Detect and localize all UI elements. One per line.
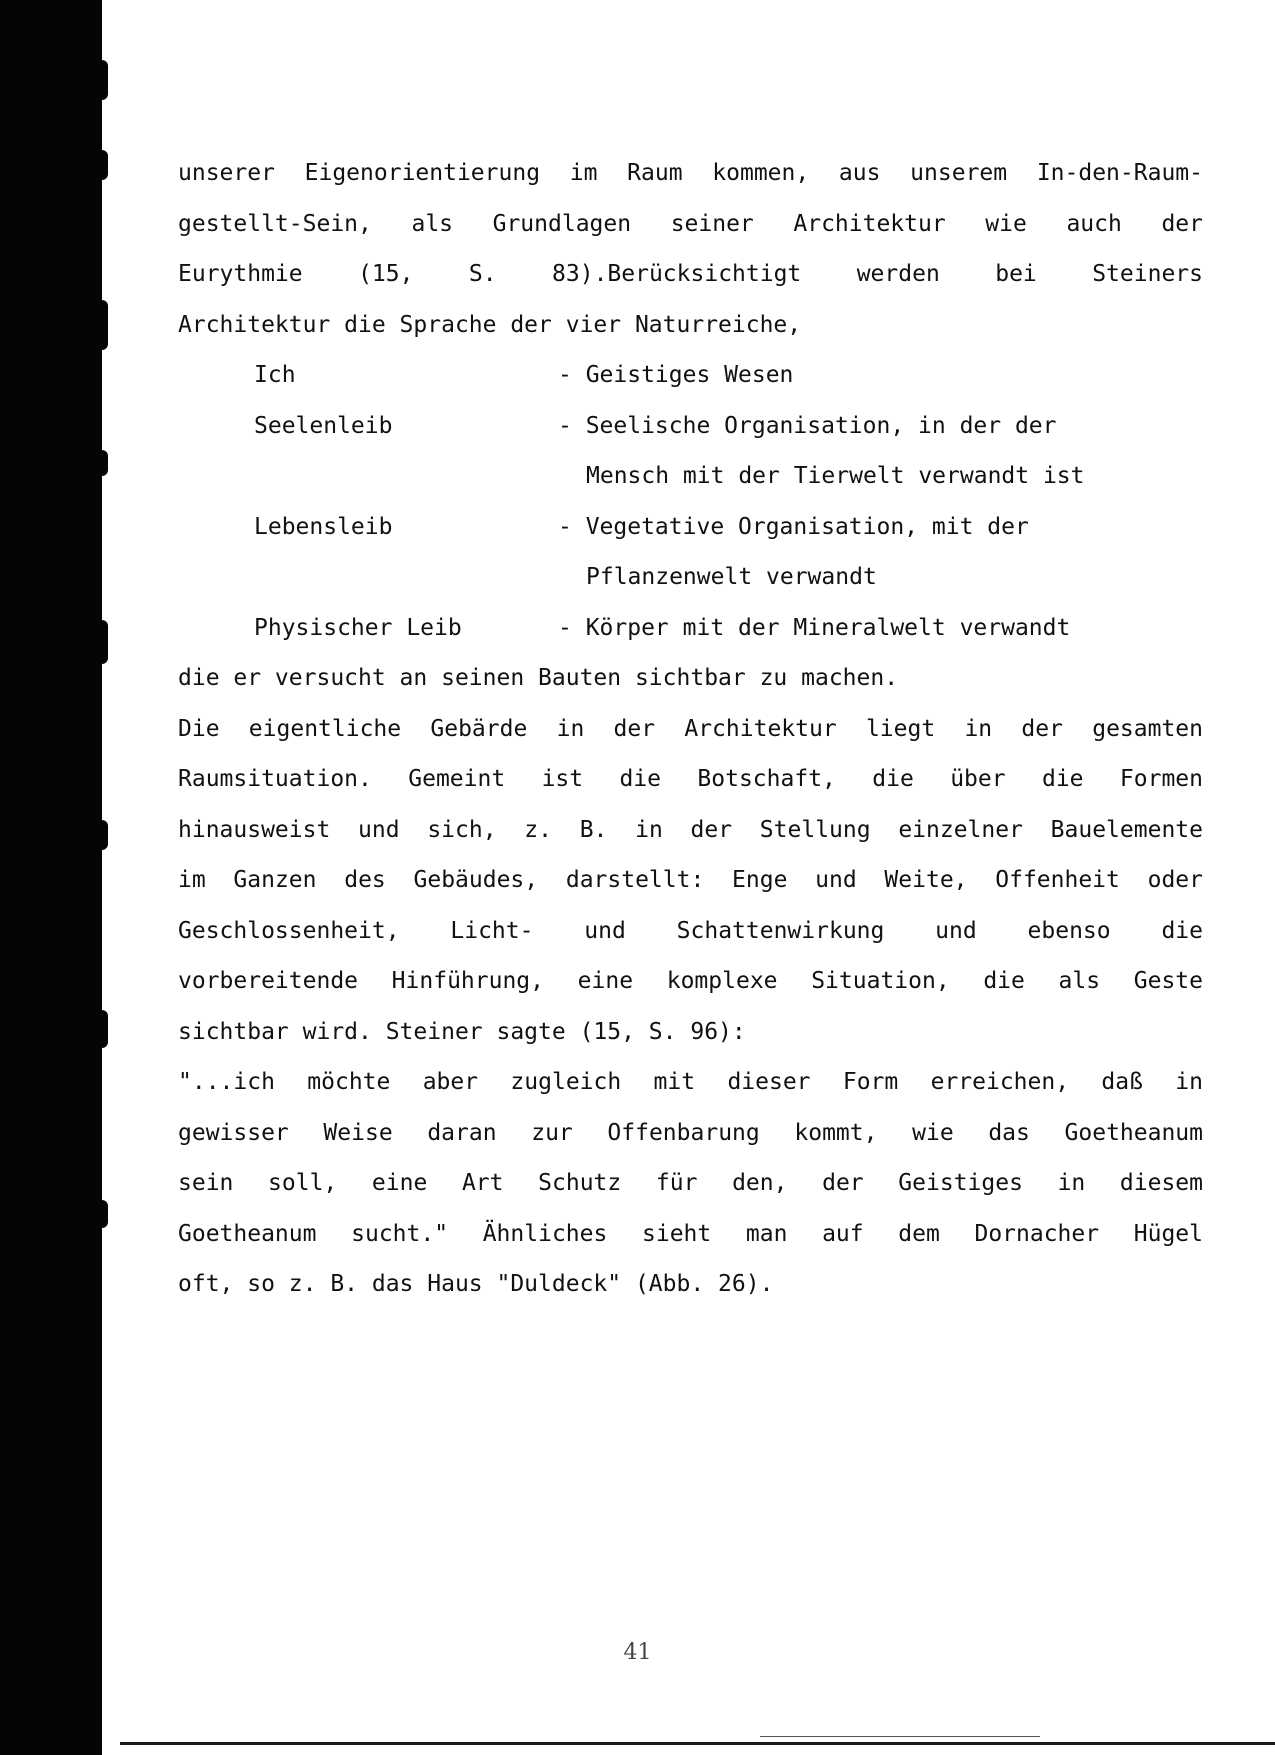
scan-edge-notch	[86, 150, 108, 180]
paragraph-line-7: sichtbar wird. Steiner sagte (15, S. 96):	[178, 1018, 746, 1045]
intro-line-2: gestellt-Sein, als Grundlagen seiner Architektur wie auch der	[178, 210, 1203, 237]
definition-list	[254, 350, 1203, 653]
scan-edge-notch	[86, 620, 108, 664]
definition-row-continuation	[254, 552, 1203, 603]
scan-edge-notch	[86, 1010, 108, 1048]
paragraph-line-3: hinausweist und sich, z. B. in der Stellung einzelner Bauelemente	[178, 816, 1203, 843]
quote-line-5: oft, so z. B. das Haus "Duldeck" (Abb. 26).	[178, 1271, 774, 1297]
definition-row	[254, 350, 1203, 401]
quote-line-2: gewisser Weise daran zur Offenbarung kommt, wie das Goetheanum	[178, 1119, 1203, 1146]
document-body	[178, 148, 1203, 1310]
intro-line-4: Architektur die Sprache der vier Naturreiche,	[178, 311, 802, 338]
after-list-line: die er versucht an seinen Bauten sichtbar zu machen.	[178, 665, 899, 691]
quote-line-3: sein soll, eine Art Schutz für den, der Geistiges in diesem	[178, 1170, 1203, 1196]
definition-row-continuation	[254, 451, 1203, 502]
scan-edge-notch	[86, 820, 108, 850]
definition-desc-cont: Pflanzenwelt verwandt	[586, 564, 877, 590]
definition-row	[254, 502, 1203, 553]
definition-term: Physischer Leib	[254, 614, 462, 641]
scan-dark-edge	[0, 0, 102, 1755]
definition-desc: - Vegetative Organisation, mit der	[558, 513, 1029, 540]
scan-bottom-rule	[120, 1742, 1275, 1745]
paragraph-line-1: Die eigentliche Gebärde in der Architektur liegt in der gesamten	[178, 715, 1203, 742]
quote-line-1: "...ich möchte aber zugleich mit dieser Form erreichen, daß in	[178, 1069, 1203, 1095]
definition-row	[254, 603, 1203, 654]
definition-row	[254, 401, 1203, 452]
definition-term: Lebensleib	[254, 513, 393, 540]
scan-edge-notch	[86, 300, 108, 350]
paragraph-line-6: vorbereitende Hinführung, eine komplexe Situation, die als Geste	[178, 968, 1203, 994]
page-number: 41	[623, 1640, 652, 1665]
intro-line-3: Eurythmie (15, S. 83).Berücksichtigt werden bei Steiners	[178, 261, 1203, 287]
paragraph-line-5: Geschlossenheit, Licht- und Schattenwirkung und ebenso die	[178, 917, 1203, 944]
intro-line-1: unserer Eigenorientierung im Raum kommen, aus unserem In-den-Raum-	[178, 160, 1203, 186]
scan-edge-notch	[86, 1200, 108, 1228]
definition-term: Ich	[254, 362, 296, 388]
definition-desc: - Seelische Organisation, in der der	[558, 412, 1057, 439]
definition-desc-cont: Mensch mit der Tierwelt verwandt ist	[586, 463, 1085, 489]
definition-term: Seelenleib	[254, 412, 393, 439]
scan-bottom-rule-thin	[760, 1736, 1040, 1737]
paragraph-line-4: im Ganzen des Gebäudes, darstellt: Enge und Weite, Offenheit oder	[178, 867, 1203, 893]
scan-edge-notch	[86, 60, 108, 100]
scan-edge-notch	[86, 450, 108, 476]
definition-desc: - Körper mit der Mineralwelt verwandt	[558, 614, 1071, 641]
definition-desc: - Geistiges Wesen	[558, 362, 794, 388]
paragraph-line-2: Raumsituation. Gemeint ist die Botschaft, die über die Formen	[178, 766, 1203, 792]
quote-line-4: Goetheanum sucht." Ähnliches sieht man auf dem Dornacher Hügel	[178, 1220, 1203, 1247]
